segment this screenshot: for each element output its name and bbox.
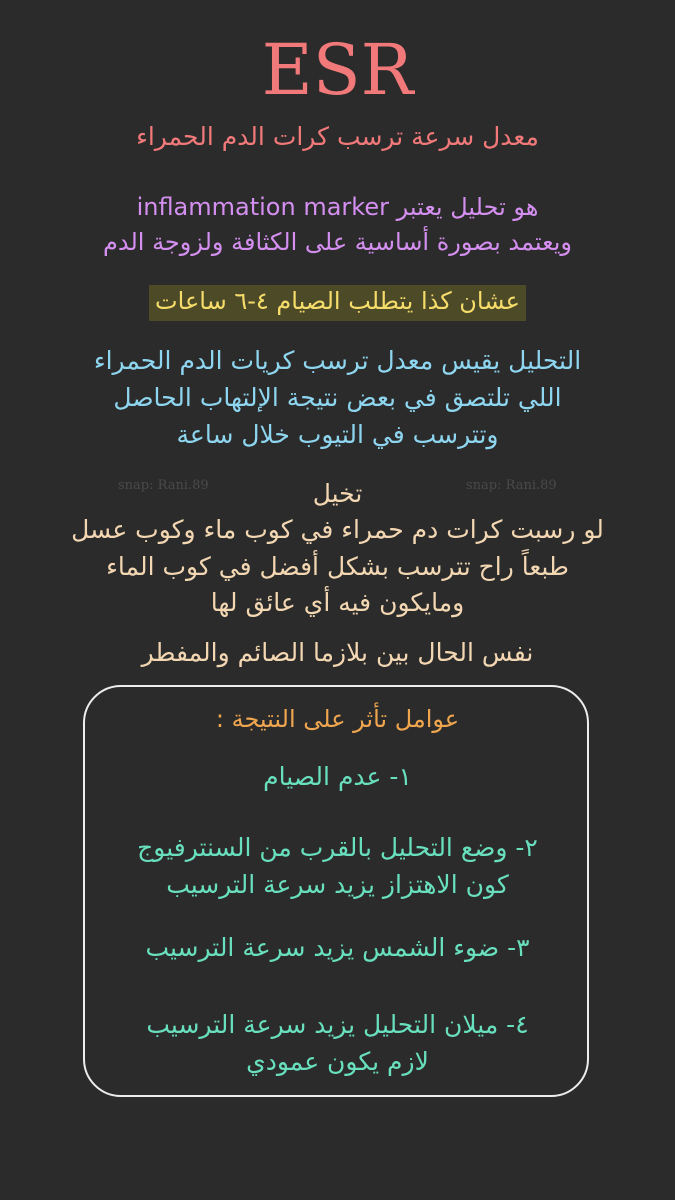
imagine-heading: تخيل (312, 479, 363, 508)
imagine-line: لو رسبت كرات دم حمراء في كوب ماء وكوب عسل (71, 515, 604, 544)
factor-item: ١- عدم الصيام (263, 762, 412, 791)
watermark: snap: Rani.89 (466, 478, 557, 493)
definition-line: ويعتمد بصورة أساسية على الكثافة ولزوجة الدم (103, 228, 572, 256)
imagine-line: طبعاً راح تترسب بشكل أفضل في كوب الماء (106, 552, 569, 581)
factor-item: ٣- ضوء الشمس يزيد سرعة الترسيب (145, 933, 530, 962)
explanation-line: وتترسب في التيوب خلال ساعة (176, 420, 499, 449)
fasting-note-container (0, 285, 675, 321)
imagine-line: نفس الحال بين بلازما الصائم والمفطر (141, 638, 534, 667)
subtitle: معدل سرعة ترسب كرات الدم الحمراء (136, 122, 539, 151)
page-title: ESR (261, 29, 414, 111)
factor-item-detail: لازم يكون عمودي (246, 1047, 429, 1076)
factors-title: عوامل تأثر على النتيجة : (215, 705, 460, 733)
factor-item-detail: كون الاهتزاز يزيد سرعة الترسيب (166, 870, 509, 899)
imagine-line: ومايكون فيه أي عائق لها (210, 588, 465, 617)
explanation-line: التحليل يقيس معدل ترسب كريات الدم الحمراء (93, 346, 582, 375)
fasting-note: عشان كذا يتطلب الصيام ٤-٦ ساعات (149, 285, 526, 321)
definition-line: هو تحليل يعتبر inflammation marker (136, 193, 539, 221)
explanation-line: اللي تلتصق في بعض نتيجة الإلتهاب الحاصل (113, 383, 562, 412)
factor-item: ٢- وضع التحليل بالقرب من السنترفيوج (137, 833, 538, 862)
factor-item: ٤- ميلان التحليل يزيد سرعة الترسيب (146, 1010, 529, 1039)
watermark: snap: Rani.89 (118, 478, 209, 493)
